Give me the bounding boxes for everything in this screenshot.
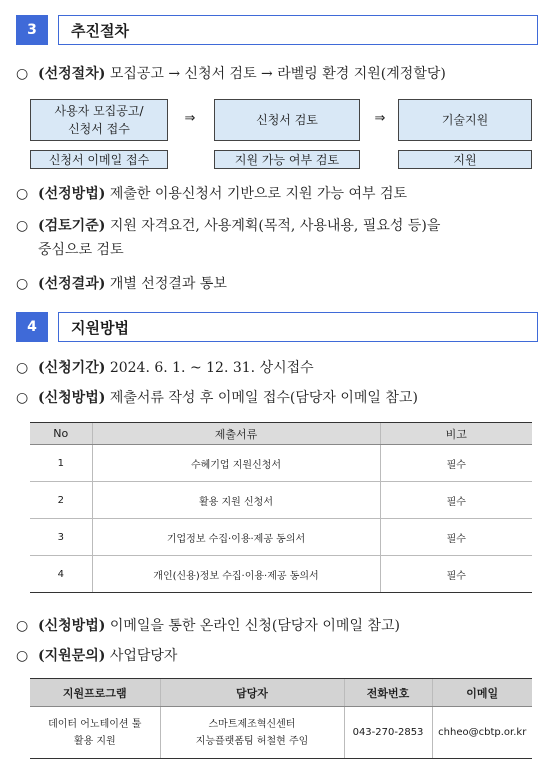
flow-arrow-2: ⇒ [374, 111, 386, 126]
manager-line2: 지능플랫폼팀 허철현 주임 [195, 735, 309, 747]
row-document: 활용 지원 신청서 [92, 482, 380, 519]
row-document: 개인(신용)정보 수집·이용·제공 동의서 [92, 556, 380, 593]
manager-cell [160, 707, 344, 759]
criteria-text: 지원 자격요건, 사용계획(목적, 사용내용, 필요성 등)을 [109, 218, 441, 234]
procedure-tag: (선정절차) [38, 66, 106, 82]
application-period [16, 356, 541, 380]
row-no: 3 [30, 519, 92, 556]
review-criteria [16, 214, 541, 262]
flow-step-1-sub: 신청서 이메일 접수 [30, 150, 168, 169]
inquiry-tag: (지원문의) [38, 648, 106, 664]
program-cell [30, 707, 160, 759]
flow-step-3-sub: 지원 [398, 150, 532, 169]
section-3-number: 3 [16, 15, 48, 45]
row-note: 필수 [380, 482, 532, 519]
period-text: 2024. 6. 1. ~ 12. 31. 상시접수 [109, 360, 314, 376]
row-note: 필수 [380, 556, 532, 593]
section-4-title: 지원방법 [58, 312, 538, 342]
online-application [16, 614, 541, 638]
support-inquiry [16, 644, 541, 668]
selection-result [16, 272, 541, 296]
flow-step-1 [30, 99, 168, 141]
table-row [30, 482, 532, 519]
flow-step-2-sub: 지원 가능 여부 검토 [214, 150, 360, 169]
col-header-phone: 전화번호 [344, 679, 432, 707]
flow-step-1-line1: 사용자 모집공고/ [54, 104, 144, 118]
row-document: 기업정보 수집·이용·제공 동의서 [92, 519, 380, 556]
flow-step-2: 신청서 검토 [214, 99, 360, 141]
phone-cell: 043-270-2853 [344, 707, 432, 759]
section-4-header [16, 312, 538, 342]
program-line2: 활용 지원 [73, 735, 116, 747]
bullet-mark: ○ [16, 360, 29, 376]
result-tag: (선정결과) [38, 276, 106, 292]
table-row [30, 707, 532, 759]
application-method [16, 386, 541, 410]
section-3-header [16, 15, 538, 45]
col-header-program: 지원프로그램 [30, 679, 160, 707]
documents-table [30, 422, 532, 593]
flow-arrow-1: ⇒ [184, 111, 196, 126]
method-tag: (선정방법) [38, 186, 106, 202]
period-tag: (신청기간) [38, 360, 106, 376]
criteria-text-cont: 중심으로 검토 [38, 242, 124, 258]
bullet-mark: ○ [16, 66, 29, 82]
col-header-documents: 제출서류 [92, 423, 380, 445]
bullet-mark: ○ [16, 390, 29, 406]
inquiry-text: 사업담당자 [109, 648, 178, 664]
table-header-row [30, 423, 532, 445]
manager-line1: 스마트제조혁신센터 [208, 718, 296, 730]
method-text: 제출한 이용신청서 기반으로 지원 가능 여부 검토 [109, 186, 407, 202]
row-note: 필수 [380, 445, 532, 482]
bullet-mark: ○ [16, 618, 29, 634]
table-header-row [30, 679, 532, 707]
bullet-mark: ○ [16, 218, 29, 234]
flow-step-3: 기술지원 [398, 99, 532, 141]
table-row [30, 556, 532, 593]
col-header-email: 이메일 [432, 679, 532, 707]
section-4-number: 4 [16, 312, 48, 342]
col-header-no: No [30, 423, 92, 445]
col-header-note: 비고 [380, 423, 532, 445]
table-row [30, 445, 532, 482]
selection-procedure [16, 62, 541, 86]
procedure-text: 모집공고 → 신청서 검토 → 라벨링 환경 지원(계정할당) [109, 66, 446, 82]
apply-tag: (신청방법) [38, 390, 106, 406]
row-document: 수혜기업 지원신청서 [92, 445, 380, 482]
bullet-mark: ○ [16, 186, 29, 202]
section-3-title: 추진절차 [58, 15, 538, 45]
row-no: 2 [30, 482, 92, 519]
row-note: 필수 [380, 519, 532, 556]
table-row [30, 519, 532, 556]
apply-text: 제출서류 작성 후 이메일 접수(담당자 이메일 참고) [109, 390, 418, 406]
contact-table [30, 678, 532, 759]
result-text: 개별 선정결과 통보 [109, 276, 227, 292]
program-line1: 데이터 어노테이션 툴 [48, 718, 142, 730]
col-header-manager: 담당자 [160, 679, 344, 707]
criteria-tag: (검토기준) [38, 218, 106, 234]
bullet-mark: ○ [16, 648, 29, 664]
apply2-text: 이메일을 통한 온라인 신청(담당자 이메일 참고) [109, 618, 400, 634]
email-cell[interactable]: chheo@cbtp.or.kr [432, 707, 532, 759]
bullet-mark: ○ [16, 276, 29, 292]
flow-step-1-line2: 신청서 접수 [68, 122, 130, 136]
row-no: 1 [30, 445, 92, 482]
apply2-tag: (신청방법) [38, 618, 106, 634]
row-no: 4 [30, 556, 92, 593]
selection-method [16, 182, 541, 206]
